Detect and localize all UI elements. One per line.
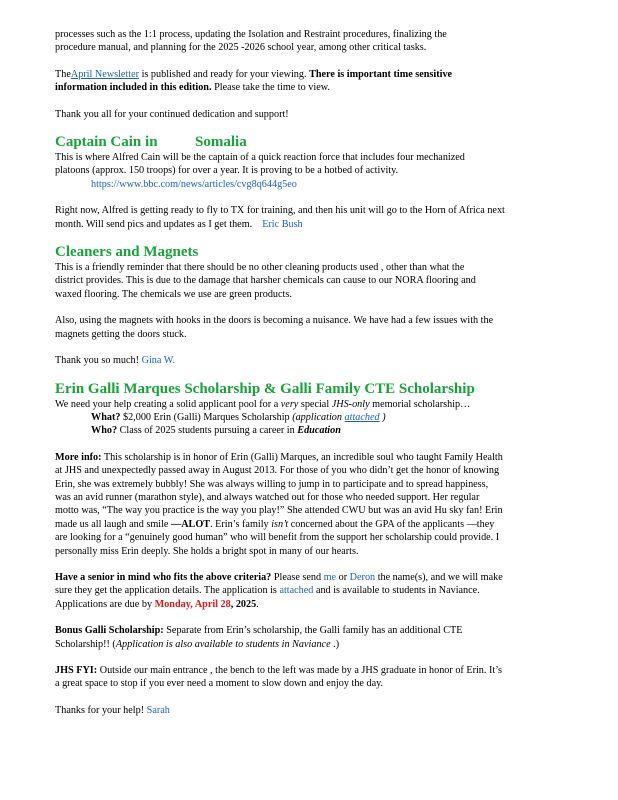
april-newsletter-link[interactable]: April Newsletter bbox=[70, 68, 140, 80]
who-line: Who? Class of 2025 students pursuing a career in Education bbox=[91, 425, 341, 437]
scholarship-intro: We need your help creating a solid applicant pool for a very special JHS-only memorial scholarship… bbox=[55, 398, 471, 410]
body-line: waxed flooring. The chemicals we use are green products. bbox=[55, 288, 292, 300]
thanks-line: Thank you so much! Gina W. bbox=[55, 355, 175, 367]
contact-me-link[interactable]: me bbox=[323, 571, 337, 583]
more-info-paragraph: More info: This scholarship is in honor of Erin (Galli) Marques, an incredible soul who taught Family Health at JHS and unexpectedly passed away in August 2013. For those of you who didn’t get the honor of knowing Erin, she was extremely bubbly! She was always willing to jump in to participate and to spread happiness, was an avid runner (marathon style), and always watched out for those who needed support. Her regular motto was, “The way you practice is the way you play!” She attended CWU but was an avid Hu sky fan! Erin made us all laugh and smile —ALOT. Erin’s family isn’t concerned about the GPA of the applicants —they are looking for a “genuinely good human” who will benefit from the support her scholarship could provide. I personally miss Erin deeply. She holds a bright spot in many of our hearts. bbox=[55, 451, 503, 557]
body-line: Right now, Alfred is getting ready to fly to TX for training, and then his unit will go to the Horn of Africa next bbox=[55, 205, 505, 217]
intro-line: procedure manual, and planning for the 2025 -2026 school year, among other critical tasks. bbox=[55, 42, 427, 54]
bonus-paragraph: Bonus Galli Scholarship: Separate from Erin’s scholarship, the Galli family has an additional CTE Scholarship!! (Application is also available to students in Naviance .) bbox=[55, 625, 463, 650]
thanks-line: Thank you all for your continued dedication and support! bbox=[55, 108, 289, 120]
newsletter-paragraph: TheApril Newsletter is published and ready for your viewing. There is important time sensitive information included in this edition. Please take the time to view. bbox=[55, 68, 453, 94]
body-line: This is a friendly reminder that there should be no other cleaning products used , other than what the bbox=[55, 262, 465, 274]
body-line: Also, using the magnets with hooks in the doors is becoming a nuisance. We have had a few issues with the bbox=[55, 315, 494, 327]
contact-deron-link[interactable]: Deron bbox=[349, 571, 376, 583]
signer-eric-bush[interactable]: Eric Bush bbox=[262, 218, 303, 230]
body-line: This is where Alfred Cain will be the captain of a quick reaction force that includes four mechanized bbox=[55, 152, 465, 164]
signer-sarah[interactable]: Sarah bbox=[146, 704, 170, 716]
section-heading-scholarship: Erin Galli Marques Scholarship & Galli Family CTE Scholarship bbox=[55, 380, 475, 397]
thanks-line: Thanks for your help! Sarah bbox=[55, 704, 170, 716]
section-heading-cain: Captain Cain in Somalia bbox=[55, 134, 247, 151]
what-line: What? $2,000 Erin (Galli) Marques Scholarship (application attached ) bbox=[91, 411, 386, 423]
body-line: month. Will send pics and updates as I get them. Eric Bush bbox=[55, 218, 303, 230]
body-line: magnets getting the doors stuck. bbox=[55, 328, 187, 340]
body-line: platoons (approx. 150 troops) for over a year. It is proving to be a hotbed of activity. bbox=[55, 165, 399, 177]
senior-paragraph: Have a senior in mind who fits the above criteria? Please send me or Deron the name(s), and we will make sure they get the application details. The application is attached and is available to students in Naviance. Applications are due by Monday, April 28, 2025. bbox=[55, 571, 503, 610]
section-heading-cleaners: Cleaners and Magnets bbox=[55, 244, 199, 261]
senior-application-attached-link[interactable]: attached bbox=[279, 585, 314, 597]
fyi-paragraph: JHS FYI: Outside our main entrance , the bench to the left was made by a JHS graduate in honor of Erin. It’s a great space to stop if you ever need a moment to slow down and enjoy the day. bbox=[55, 665, 503, 690]
signer-gina[interactable]: Gina W. bbox=[141, 355, 175, 367]
bbc-article-link[interactable]: https://www.bbc.com/news/articles/cvg8q644g5eo bbox=[91, 178, 297, 190]
body-line: district provides. This is due to the damage that harsher chemicals can cause to our NORA flooring and bbox=[55, 275, 476, 287]
due-date: Monday, April 28 bbox=[154, 598, 231, 610]
application-attached-link[interactable]: attached bbox=[344, 411, 380, 423]
intro-line: processes such as the 1:1 process, updating the Isolation and Restraint procedures, finalizing the bbox=[55, 29, 447, 40]
